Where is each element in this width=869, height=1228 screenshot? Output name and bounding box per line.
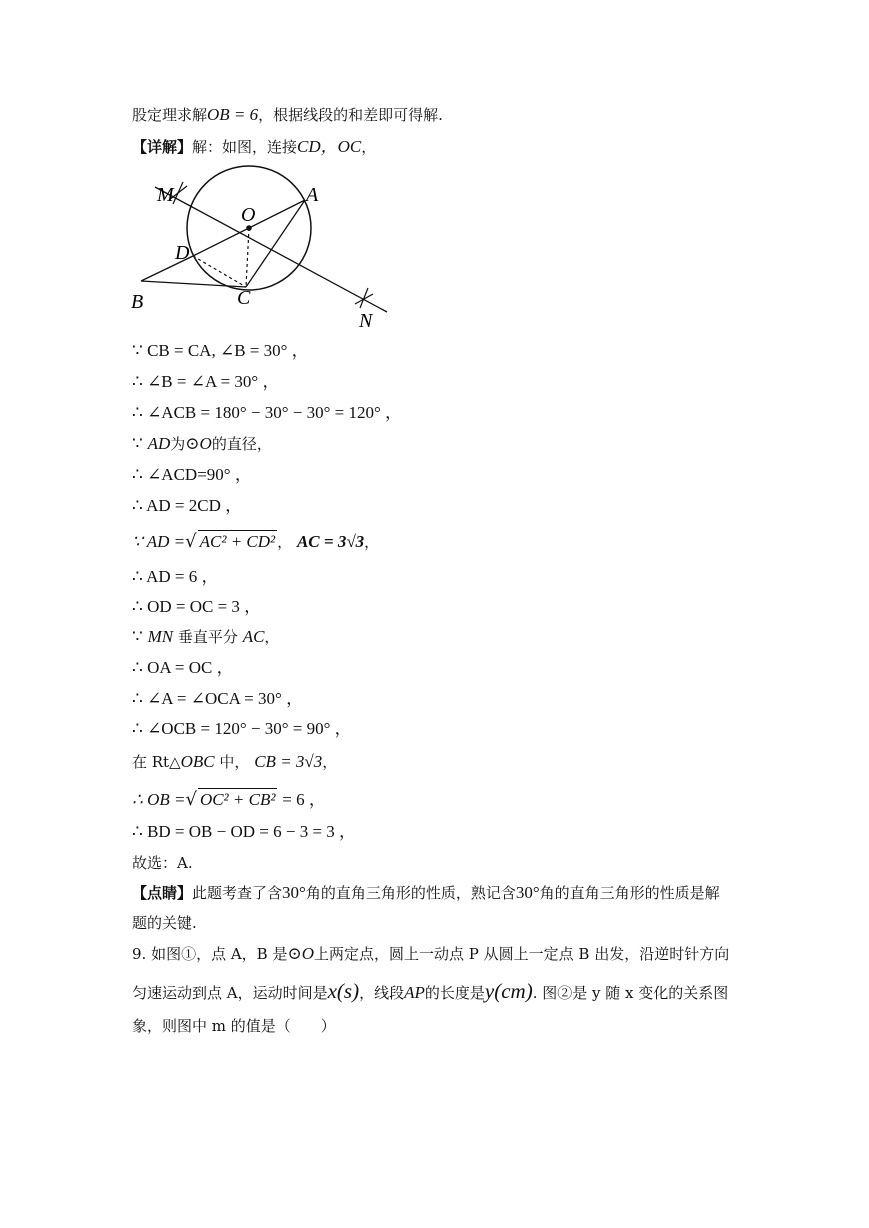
math-expression: MN — [147, 627, 174, 646]
comment-line-2: 题的关键. — [132, 914, 197, 932]
step-12: ∴ ∠A = ∠OCA = 30° ， — [132, 689, 304, 708]
math-expression: ∵ AD = — [132, 532, 186, 551]
step-8: ∴ AD = 6 ， — [132, 567, 219, 586]
step-text: 的直径， — [211, 435, 272, 453]
q9-text: 上两定点，圆上一动点 P 从圆上一定点 B 出发，沿逆时针方向 — [314, 945, 730, 963]
math-expression: OB = 6 — [207, 105, 259, 124]
q9-text: 匀速运动到点 A，运动时间是 — [132, 984, 328, 1002]
intro-text: 股定理求解 — [132, 106, 208, 124]
math-expression: AD — [147, 434, 171, 453]
math-expression-bold: AC = 3√3 — [296, 532, 365, 551]
detail-tag: 【详解】 — [132, 138, 193, 156]
math-expression: y(cm) — [484, 979, 533, 1003]
punctuation: ， — [322, 753, 338, 771]
step-1: ∵ CB = CA, ∠B = 30° ， — [132, 341, 309, 360]
segment-bc — [141, 281, 246, 287]
punctuation: ， — [361, 138, 377, 156]
step-text: 为 — [170, 435, 186, 453]
comment-text: 角的直角三角形的性质，熟记含 — [305, 884, 516, 902]
detail-heading — [132, 136, 376, 158]
comment-text: 角的直角三角形的性质是解 — [539, 884, 720, 902]
step-4 — [132, 433, 272, 455]
step-10 — [132, 626, 279, 648]
step-14 — [132, 751, 337, 773]
q9-text: . 图②是 y 随 x 变化的关系图 — [532, 984, 729, 1002]
q9-text: 的长度是 — [424, 984, 485, 1002]
label-c: C — [237, 287, 251, 309]
label-n: N — [359, 310, 373, 332]
detail-text: 解：如图，连接 — [192, 138, 298, 156]
punctuation: ， — [264, 628, 280, 646]
math-expression: = 6 ， — [282, 790, 326, 809]
q9-line-2 — [132, 980, 728, 1004]
comment-text: 此题考查了含 — [192, 884, 283, 902]
math-expression: AC — [242, 627, 265, 646]
radicand: OC² + CB² — [199, 790, 276, 809]
radicand: AC² + CD² — [199, 532, 276, 551]
label-m: M — [157, 184, 174, 206]
step-15 — [132, 788, 326, 811]
radical-sign: √ — [185, 789, 197, 810]
q9-line-1 — [132, 943, 729, 965]
math-expression: CD，OC — [297, 137, 362, 156]
step-11: ∴ OA = OC ， — [132, 658, 234, 677]
step-9: ∴ OD = OC = 3 ， — [132, 597, 262, 616]
math-expression: ⊙O — [287, 944, 315, 963]
math-expression: CB = 3√3 — [254, 752, 323, 771]
center-point-o — [246, 225, 252, 231]
step-3: ∴ ∠ACB = 180° − 30° − 30° = 120° ， — [132, 403, 403, 422]
step-text: 中， — [219, 753, 250, 771]
math-expression: x(s) — [327, 979, 360, 1003]
because-symbol: ∵ — [132, 627, 143, 646]
math-expression: ⊙O — [185, 434, 212, 453]
because-symbol: ∵ — [132, 434, 143, 453]
geometry-figure — [125, 162, 395, 332]
comment-line-1 — [132, 882, 720, 904]
step-6: ∴ AD = 2CD ， — [132, 496, 243, 515]
step-7 — [132, 530, 379, 553]
math-expression: ∴ OB = — [132, 790, 186, 809]
q9-line-3: 象，则图中 m 的值是（ ） — [132, 1017, 336, 1035]
step-text: 垂直平分 — [177, 628, 238, 646]
math-expression: 30° — [282, 883, 306, 902]
label-a: A — [306, 184, 319, 206]
math-expression: OBC — [180, 752, 215, 771]
step-13: ∴ ∠OCB = 120° − 30° = 90° ， — [132, 719, 352, 738]
math-expression: AP — [404, 983, 425, 1002]
punctuation: ， — [364, 533, 380, 551]
step-2: ∴ ∠B = ∠A = 30° ， — [132, 372, 280, 391]
label-d: D — [175, 242, 190, 264]
comment-tag: 【点睛】 — [132, 884, 193, 902]
step-text: 在 Rt△ — [132, 753, 181, 771]
step-5: ∴ ∠ACD=90° ， — [132, 465, 252, 484]
step-17-answer: 故选：A. — [132, 854, 193, 872]
math-expression: 30° — [515, 883, 540, 902]
intro-text: ，根据线段的和差即可得解. — [258, 106, 443, 124]
label-o: O — [241, 204, 256, 226]
punctuation: ， — [277, 533, 293, 551]
q9-text: ，线段 — [359, 984, 405, 1002]
radical-sign: √ — [185, 531, 197, 552]
q9-text: 9. 如图①，点 A，B 是 — [132, 945, 288, 963]
label-b: B — [131, 291, 144, 313]
step-16: ∴ BD = OB − OD = 6 − 3 = 3 ， — [132, 822, 357, 841]
intro-line-1 — [132, 104, 443, 126]
